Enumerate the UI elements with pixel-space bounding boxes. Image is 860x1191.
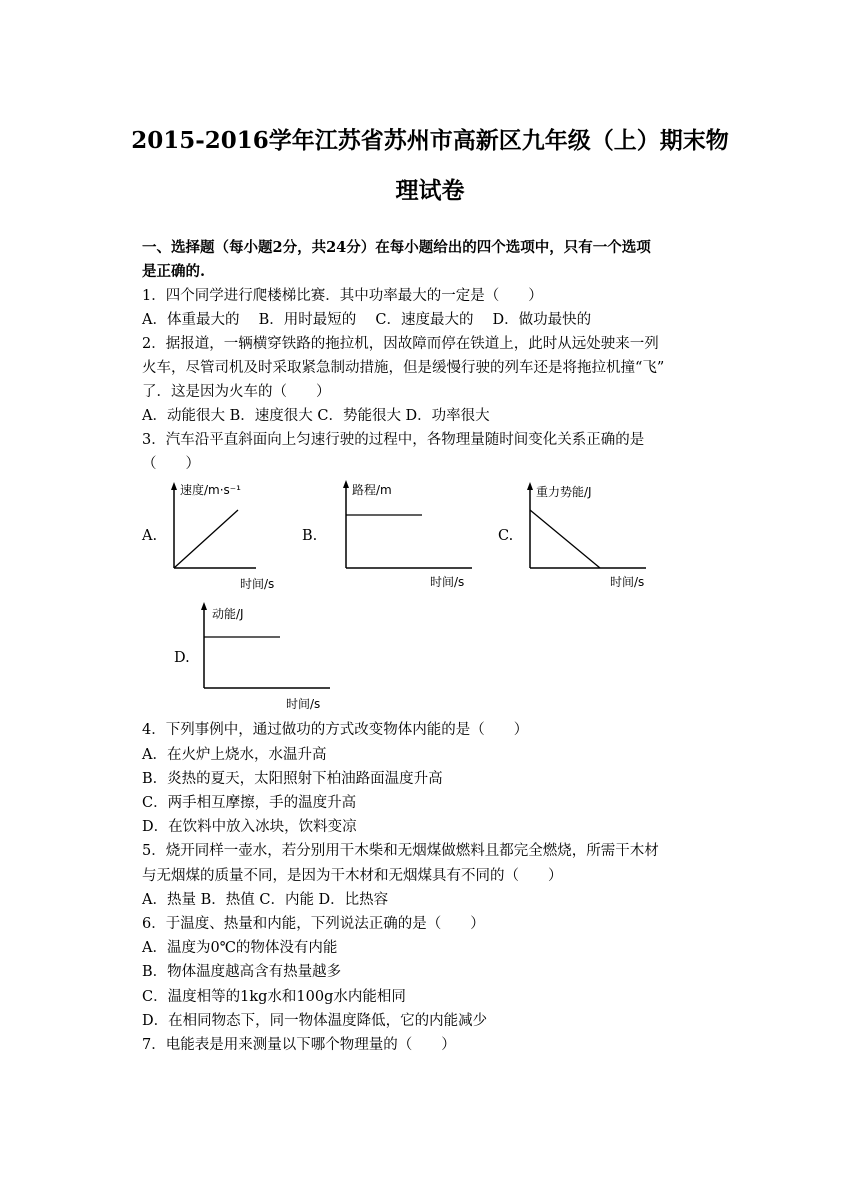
q3-stem-cont: （ ） — [142, 456, 200, 472]
q2-stem-cont1: 火车，尽管司机及时采取紧急制动措施，但是缓慢行驶的列车还是将拖拉机撞“飞” — [142, 360, 665, 376]
q5-options: A．热量 B．热值 C．内能 D．比热容 — [142, 892, 389, 908]
q6-option-b: B．物体温度越高含有热量越多 — [142, 964, 342, 980]
q3-option-d-label: D. — [174, 650, 190, 666]
q3-graph-c — [516, 480, 656, 599]
q3-option-b-label: B. — [302, 528, 318, 544]
q7-stem: 7．电能表是用来测量以下哪个物理量的（ ） — [142, 1037, 456, 1053]
graph-d-xlabel: 时间/s — [286, 697, 321, 711]
graph-a-xlabel: 时间/s — [240, 577, 275, 591]
q1-stem: 1．四个同学进行爬楼梯比赛．其中功率最大的一定是（ ） — [142, 288, 543, 304]
graph-b-xlabel: 时间/s — [430, 575, 465, 589]
q2-options: A．动能很大 B．速度很大 C．势能很大 D．功率很大 — [142, 408, 490, 424]
graph-c-data-line — [530, 510, 600, 568]
q4-option-c: C．两手相互摩擦，手的温度升高 — [142, 795, 357, 811]
q3-option-a-label: A. — [142, 528, 158, 544]
q1-options: A．体重最大的 B．用时最短的 C．速度最大的 D．做功最快的 — [142, 312, 592, 328]
q6-stem: 6．于温度、热量和内能，下列说法正确的是（ ） — [142, 916, 485, 932]
exam-title-line1: 2015-2016学年江苏省苏州市高新区九年级（上）期末物 — [131, 127, 729, 154]
q5-stem-cont: 与无烟煤的质量不同，是因为干木材和无烟煤具有不同的（ ） — [142, 868, 563, 884]
section-heading-cont: 是正确的. — [142, 263, 206, 280]
section-heading: 一、选择题（每小题2分，共24分）在每小题给出的四个选项中，只有一个选项 — [142, 239, 651, 256]
q5-stem: 5．烧开同样一壶水，若分别用干木柴和无烟煤做燃料且都完全燃烧，所需干木材 — [142, 843, 659, 859]
q3-option-c-label: C. — [498, 528, 514, 544]
q4-stem: 4．下列事例中，通过做功的方式改变物体内能的是（ ） — [142, 722, 529, 738]
q4-option-b: B．炎热的夏天，太阳照射下柏油路面温度升高 — [142, 771, 443, 787]
q2-stem-cont2: 了．这是因为火车的（ ） — [142, 384, 331, 400]
q3-graph-d — [190, 600, 340, 719]
q2-stem: 2．据报道，一辆横穿铁路的拖拉机，因故障而停在铁道上，此时从远处驶来一列 — [142, 336, 659, 352]
graph-b-ylabel: 路程/m — [352, 483, 392, 497]
q3-graph-b — [332, 478, 482, 597]
q3-graph-a — [160, 480, 275, 599]
graph-a-ylabel: 速度/m·s⁻¹ — [180, 483, 241, 497]
q3-stem: 3．汽车沿平直斜面向上匀速行驶的过程中，各物理量随时间变化关系正确的是 — [142, 432, 645, 448]
graph-a-data-line — [174, 510, 238, 568]
q6-option-d: D．在相同物态下，同一物体温度降低，它的内能减少 — [142, 1013, 488, 1029]
graph-d-ylabel: 动能/J — [212, 607, 244, 621]
q6-option-a: A．温度为0℃的物体没有内能 — [142, 940, 338, 956]
q4-option-a: A．在火炉上烧水，水温升高 — [142, 747, 327, 763]
exam-title-line2: 理试卷 — [395, 177, 465, 204]
q6-option-c: C．温度相等的1kg水和100g水内能相同 — [142, 989, 406, 1005]
graph-c-ylabel: 重力势能/J — [536, 485, 592, 499]
q4-option-d: D．在饮料中放入冰块，饮料变凉 — [142, 819, 357, 835]
graph-c-xlabel: 时间/s — [610, 575, 645, 589]
